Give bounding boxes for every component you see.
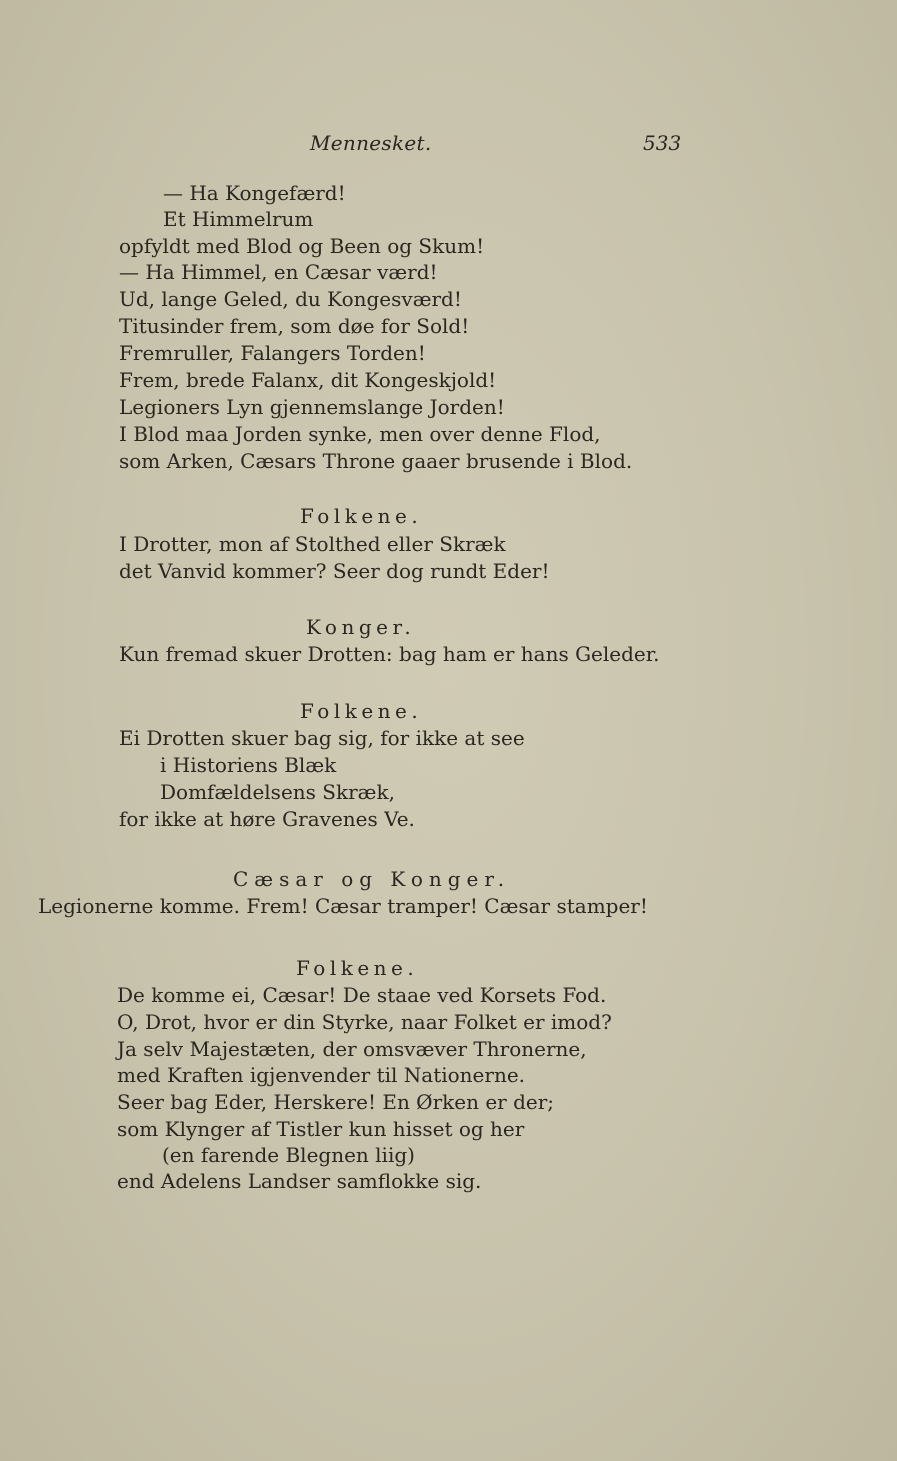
verse-line: som Klynger af Tistler kun hisset og her [117,1117,525,1141]
verse-line: I Blod maa Jorden synke, men over denne Flod, [119,422,601,446]
verse-line: Et Himmelrum [163,207,314,231]
verse-line: (en farende Blegnen liig) [162,1143,415,1167]
page-number: 533 [643,131,682,155]
verse-line: i Historiens Blæk [160,753,337,777]
verse-line: opfyldt med Blod og Been og Skum! [119,234,485,258]
verse-line: O, Drot, hvor er din Styrke, naar Folket er imod? [117,1010,612,1034]
verse-line: med Kraften igjenvender til Nationerne. [117,1063,526,1087]
verse-line: for ikke at høre Gravenes Ve. [119,807,415,831]
speaker-heading: Cæsar og Konger. [233,867,511,891]
verse-line: — Ha Himmel, en Cæsar værd! [119,260,438,284]
verse-line: I Drotter, mon af Stolthed eller Skræk [119,532,506,556]
verse-line: Seer bag Eder, Herskere! En Ørken er der; [117,1090,555,1114]
speaker-heading: Konger. [306,615,416,639]
verse-line: Legionerne komme. Frem! Cæsar tramper! Cæsar stamper! [38,894,648,918]
verse-line: end Adelens Landser samflokke sig. [117,1169,482,1193]
verse-line: Frem, brede Falanx, dit Kongeskjold! [119,368,497,392]
verse-line: det Vanvid kommer? Seer dog rundt Eder! [119,559,550,583]
speaker-heading: Folkene. [296,956,419,980]
running-title: Mennesket. [310,131,432,155]
verse-line: Legioners Lyn gjennemslange Jorden! [119,395,505,419]
verse-line: — Ha Kongefærd! [163,181,346,205]
speaker-heading: Folkene. [300,699,423,723]
verse-line: Ja selv Majestæten, der omsvæver Thronerne, [117,1037,587,1061]
verse-line: Fremruller, Falangers Torden! [119,341,426,365]
verse-line: som Arken, Cæsars Throne gaaer brusende i Blod. [119,449,633,473]
verse-line: Ud, lange Geled, du Kongesværd! [119,287,462,311]
verse-line: Ei Drotten skuer bag sig, for ikke at see [119,726,525,750]
verse-line: Domfældelsens Skræk, [160,780,395,804]
verse-line: Titusinder frem, som døe for Sold! [119,314,470,338]
speaker-heading: Folkene. [300,504,423,528]
verse-line: De komme ei, Cæsar! De staae ved Korsets Fod. [117,983,607,1007]
verse-line: Kun fremad skuer Drotten: bag ham er hans Geleder. [119,642,660,666]
